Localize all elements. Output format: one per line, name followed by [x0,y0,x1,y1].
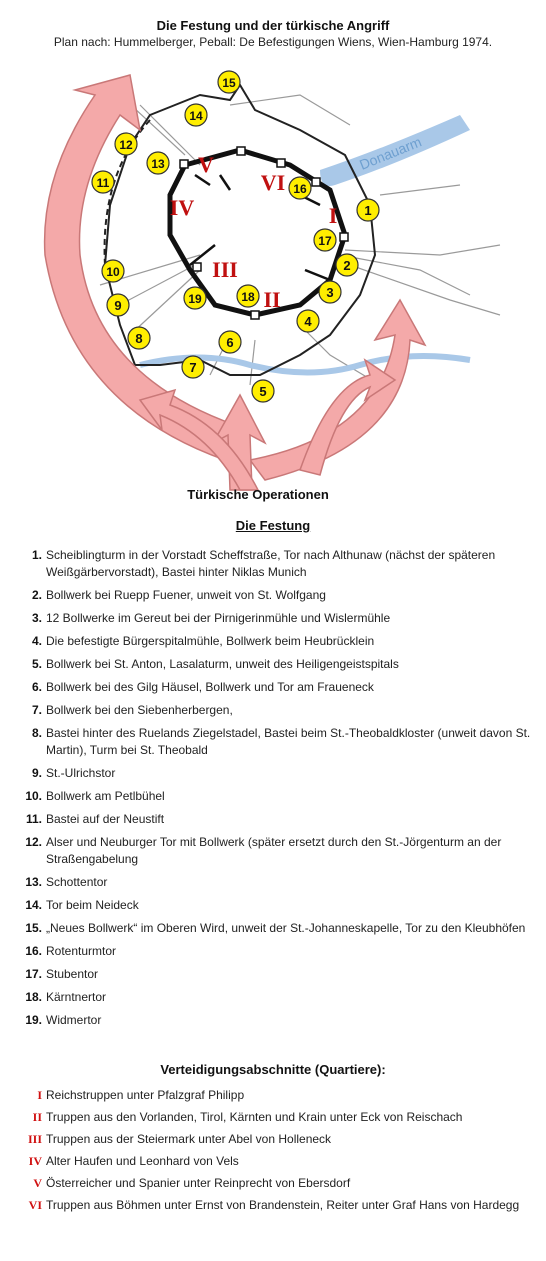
fortress-item-number: 17. [25,967,42,981]
marker-label-3: 3 [326,285,334,300]
marker-label-11: 11 [96,176,110,190]
quarter-item [14,1153,534,1170]
quarter-item-text: Alter Haufen und Leonhard von Vels [46,1154,239,1168]
fortress-item [14,1012,534,1029]
fortress-item-text: Bollwerk bei Ruepp Fuener, unweit von St. Wolfgang [46,588,326,602]
marker-label-5: 5 [259,384,267,399]
sector-label-I: I [328,203,338,228]
fortress-item-text: Bollwerk am Petlbühel [46,789,165,803]
fortress-item [14,702,534,719]
fortress-item-number: 3. [31,611,42,625]
fortress-item-text: Schottentor [46,875,108,889]
marker-label-12: 12 [119,138,133,152]
sector-label-IV: IV [169,195,195,220]
fortress-item [14,547,534,581]
marker-label-8: 8 [135,331,143,346]
fortress-heading: Die Festung [235,518,311,533]
fortress-item-text: Bastei auf der Neustift [46,812,165,826]
marker-label-2: 2 [343,258,351,273]
quarter-item [14,1197,534,1214]
marker-label-1: 1 [364,203,372,218]
fortress-item-number: 2. [31,588,42,602]
fortress-item [14,943,534,960]
fortress-item [14,834,534,868]
quarter-item-number: III [27,1132,42,1146]
fortress-item-number: 1. [31,548,42,562]
marker-label-4: 4 [304,314,312,329]
river-label: Donauarm [357,133,424,173]
fortress-item [14,656,534,673]
fortress-item-text: Rotenturmtor [46,944,117,958]
fortress-item-text: Bollwerk bei den Siebenherbergen, [46,703,233,717]
fortress-item-text: Kärntnertor [46,990,107,1004]
fortress-item [14,725,534,759]
fortress-item-number: 15. [25,921,42,935]
quarter-item [14,1087,534,1104]
fortress-item [14,679,534,696]
fortress-item [14,788,534,805]
sector-label-III: III [212,257,238,282]
quarter-item-number: VI [28,1198,42,1212]
fortress-item-text: Bollwerk bei St. Anton, Lasalaturm, unweit des Heiligengeistspitals [46,657,399,671]
fortress-item [14,587,534,604]
quarters-list [14,1087,534,1219]
marker-label-19: 19 [188,292,202,306]
operations-label: Türkische Operationen [187,487,329,502]
fortress-list [14,547,534,1035]
fortress-item-number: 6. [31,680,42,694]
quarter-item-number: IV [28,1154,42,1168]
fortress-item [14,610,534,627]
quarter-item-text: Reichstruppen unter Pfalzgraf Philipp [46,1088,245,1102]
marker-label-16: 16 [293,182,307,196]
quarter-item-text: Truppen aus Böhmen unter Ernst von Brandenstein, Reiter unter Graf Hans von Hardegg [46,1198,520,1212]
fortress-item [14,874,534,891]
sector-label-II: II [263,287,281,312]
fortress-item-text: Bollwerk bei des Gilg Häusel, Bollwerk und Tor am Fraueneck [46,680,374,694]
fortress-item-number: 14. [25,898,42,912]
marker-label-9: 9 [114,298,122,313]
fortress-item-number: 8. [31,726,42,740]
quarter-item [14,1109,534,1126]
marker-label-18: 18 [241,290,255,304]
fortress-item-number: 19. [25,1013,42,1027]
fortress-item [14,920,534,937]
fortress-item-text: „Neues Bollwerk“ im Oberen Wird, unweit der St.-Johanneskapelle, Tor zu den Kleubhöfen [46,921,526,935]
fortress-item [14,811,534,828]
quarter-item-text: Truppen aus den Vorlanden, Tirol, Kärnten und Krain unter Eck von Reischach [46,1110,463,1124]
sector-label-V: V [198,152,214,177]
marker-label-7: 7 [189,360,197,375]
quarter-item-text: Truppen aus der Steiermark unter Abel von Holleneck [46,1132,332,1146]
fortress-item-text: Tor beim Neideck [46,898,139,912]
quarter-item-text: Österreicher und Spanier unter Reinprecht von Ebersdorf [46,1176,351,1190]
marker-label-15: 15 [222,76,236,90]
fortress-item-text: Bastei hinter des Ruelands Ziegelstadel, Bastei beim St.-Theobaldkloster (unweit davon St. Martin), Turm bei St. Theobald [46,726,531,757]
quarters-heading: Verteidigungsabschnitte (Quartiere): [160,1062,386,1077]
fortress-item-text: Scheiblingturm in der Vorstadt Scheffstraße, Tor nach Althunaw (nächst der späteren Weißgärbervorstadt), Bastei hinter Niklas Munich [46,548,496,579]
fortress-item-text: Stubentor [46,967,99,981]
fortress-item-text: St.-Ulrichstor [46,766,116,780]
fortress-item [14,989,534,1006]
page-title: Die Festung und der türkische Angriff [156,18,390,33]
marker-label-14: 14 [189,109,203,123]
quarter-item-number: V [33,1176,42,1190]
fortress-item-number: 11. [25,812,42,826]
page-subtitle: Plan nach: Hummelberger, Peball: De Befestigungen Wiens, Wien-Hamburg 1974. [53,35,493,49]
marker-label-13: 13 [151,157,165,171]
quarter-item-number: II [32,1110,42,1124]
left-attack-arrow [45,75,235,460]
sector-label-VI: VI [260,170,286,195]
fortress-item-number: 10. [25,789,42,803]
fortress-item-number: 12. [25,835,42,849]
fortress-item-text: Widmertor [46,1013,102,1027]
quarter-item-number: I [37,1088,42,1102]
fortress-item-text: Die befestigte Bürgerspitalmühle, Bollwerk beim Heubrücklein [46,634,375,648]
marker-label-17: 17 [318,234,332,248]
fortress-item-number: 4. [31,634,42,648]
quarter-item [14,1131,534,1148]
fortress-item-text: Alser und Neuburger Tor mit Bollwerk (später ersetzt durch den St.-Jörgenturm an der Straßengabelung [46,835,502,866]
right-attack-arrow [250,300,425,480]
fortress-item-number: 13. [25,875,42,889]
fortress-map [0,55,546,505]
fortress-item-number: 16. [25,944,42,958]
fortress-item-number: 9. [31,766,42,780]
quarter-item [14,1175,534,1192]
fortress-item [14,966,534,983]
fortress-item-number: 18. [25,990,42,1004]
fortress-item [14,633,534,650]
fortress-item [14,897,534,914]
fortress-item [14,765,534,782]
fortress-item-number: 5. [31,657,42,671]
marker-label-10: 10 [106,265,120,279]
fortress-item-number: 7. [31,703,42,717]
marker-label-6: 6 [226,335,234,350]
fortress-item-text: 12 Bollwerke im Gereut bei der Pirnigerinmühle und Wislermühle [46,611,391,625]
